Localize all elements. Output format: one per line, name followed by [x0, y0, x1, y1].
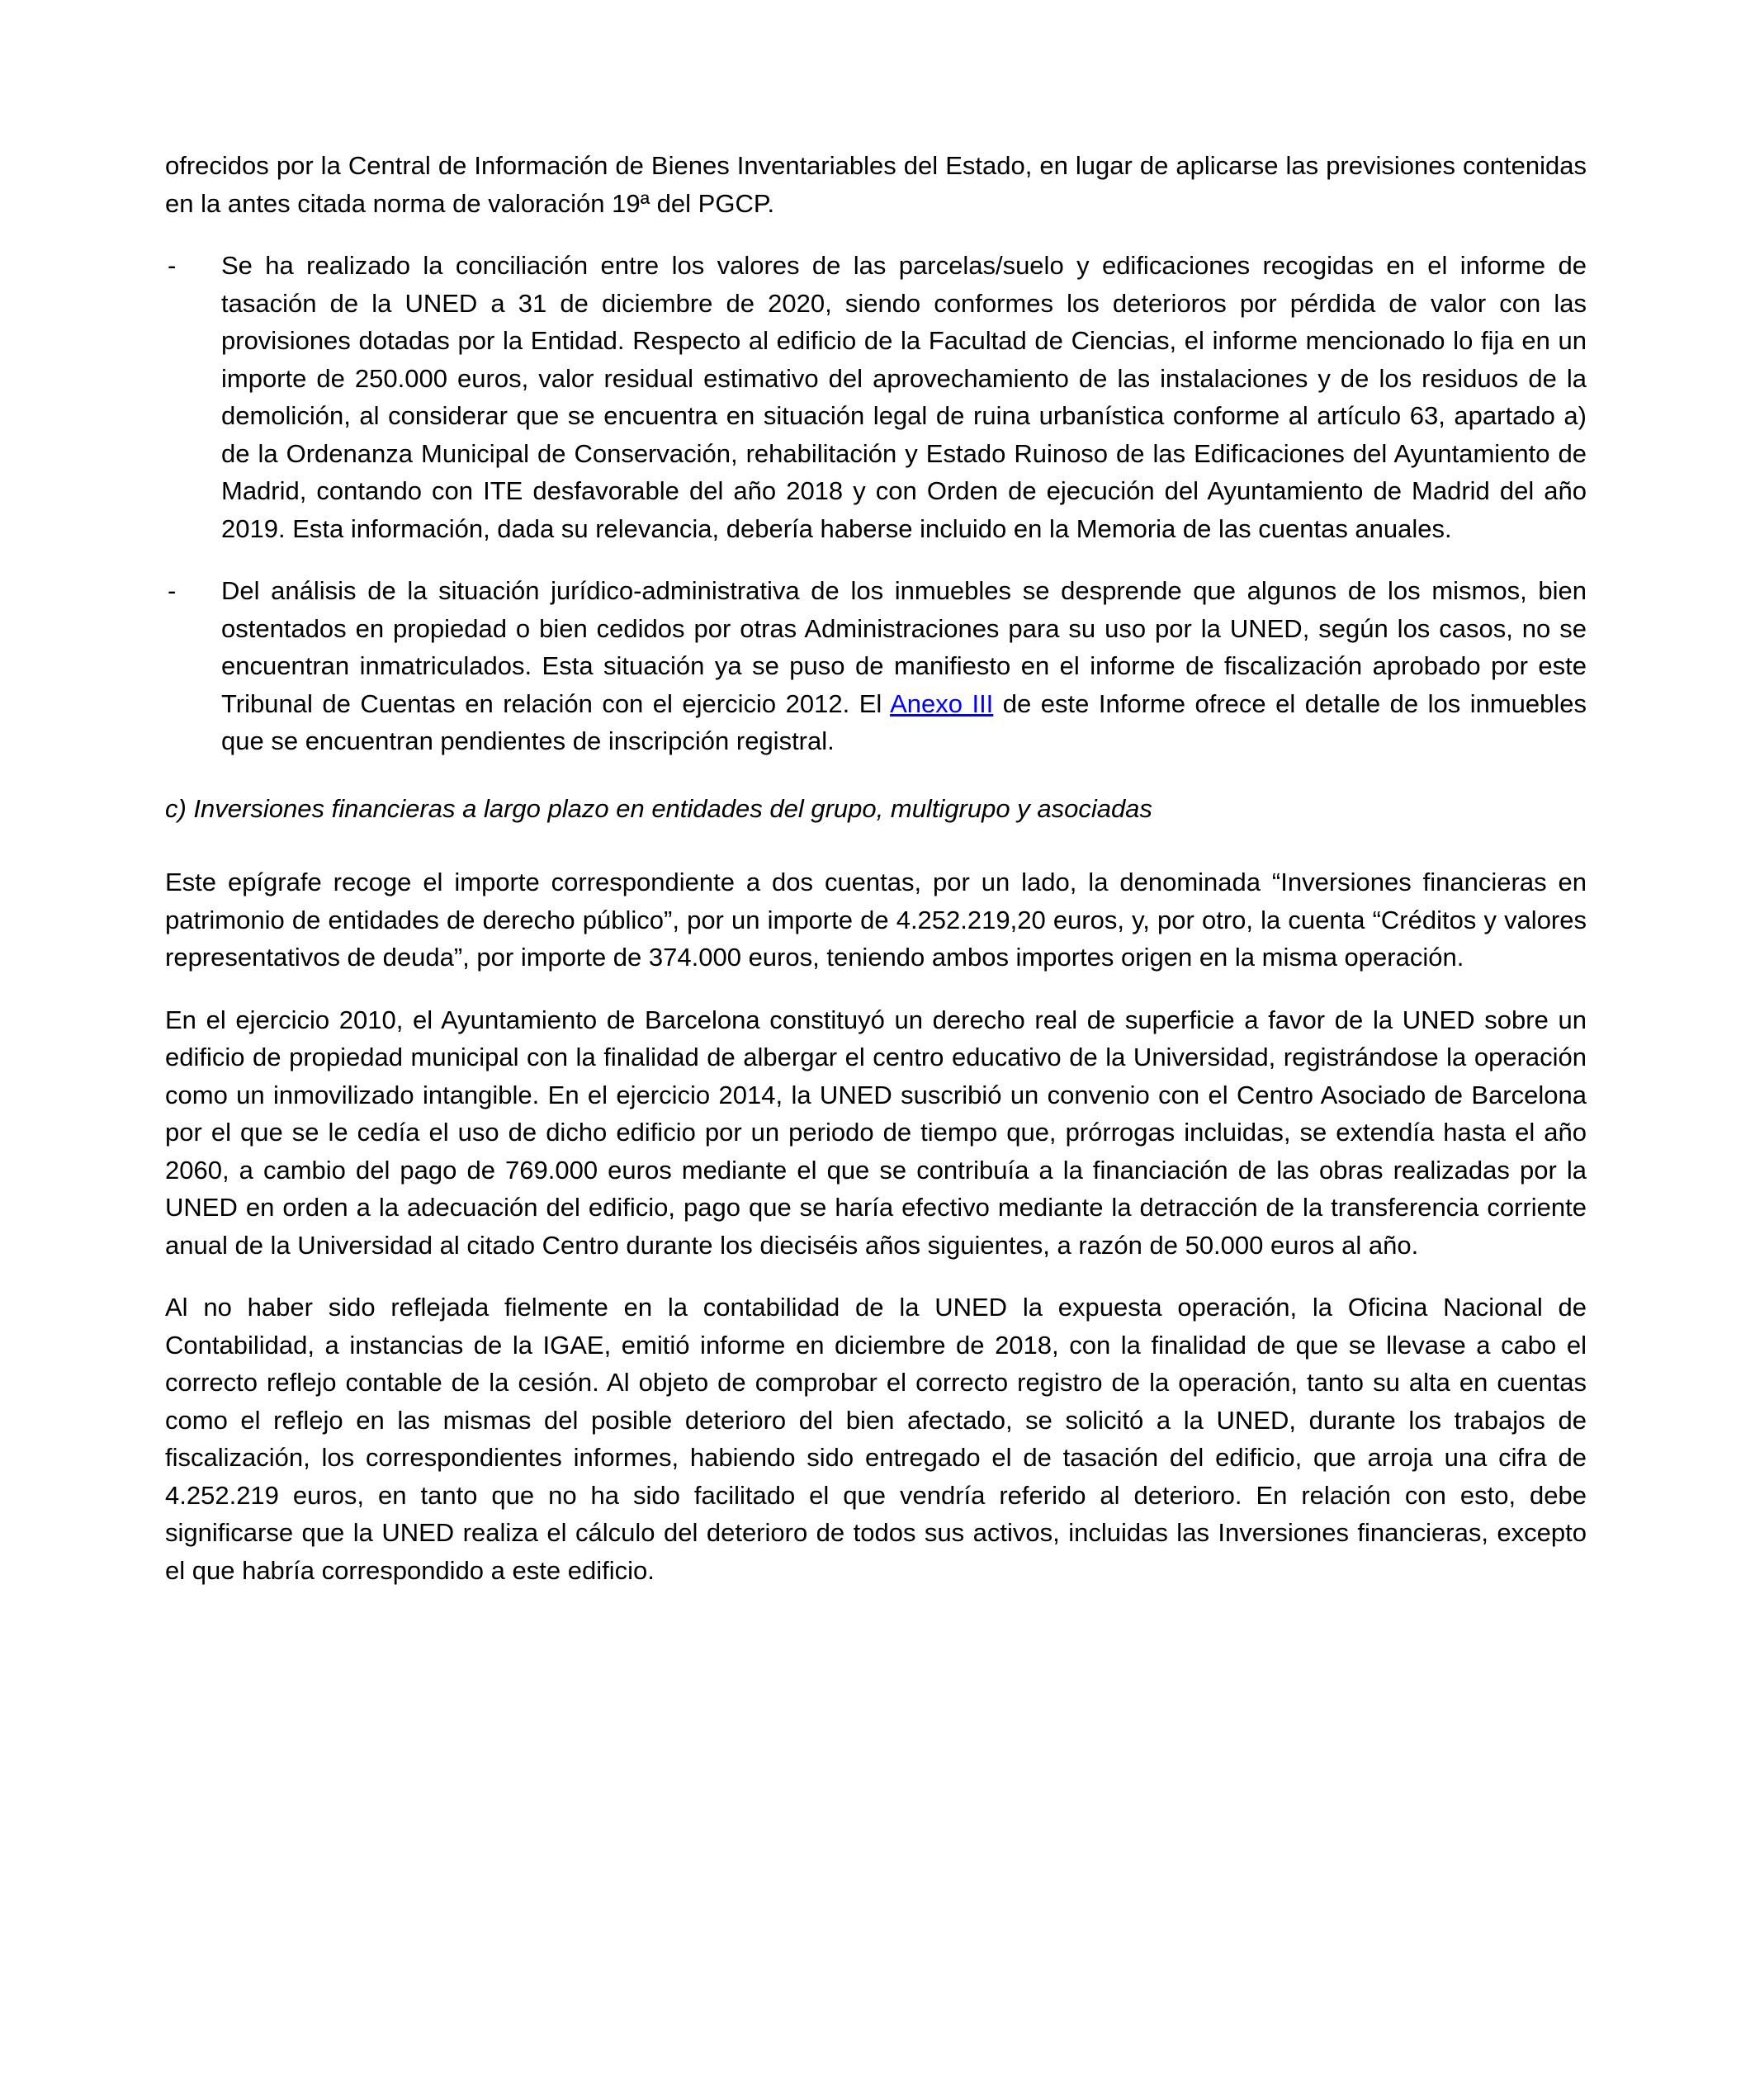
- bullet-marker: -: [168, 251, 177, 280]
- section-heading-text: c) Inversiones financieras a largo plazo en entidades del grupo, multigrupo y asociadas: [165, 793, 1152, 823]
- section-heading-c: [165, 790, 1587, 828]
- paragraph-text: ofrecidos por la Central de Información de Bienes Inventariables del Estado, en lugar de aplicarse las previsiones contenidas en la antes citada norma de valoración 19ª del PGCP.: [165, 151, 1587, 218]
- bullet-item-conciliacion: [165, 247, 1587, 547]
- paragraph-text: Al no haber sido reflejada fielmente en la contabilidad de la UNED la expuesta operación, la Oficina Nacional de Contabilidad, a instancias de la IGAE, emitió informe en diciembre de 2018, con la finalidad de que se llevase a cabo el correcto reflejo contable de la cesión. Al objeto de comprobar el correcto registro de la operación, tanto su alta en cuentas como el reflejo en las mismas del posible deterioro del bien afectado, se solicitó a la UNED, durante los trabajos de fiscalización, los correspondientes informes, habiendo sido entregado el de tasación del edificio, que arroja una cifra de 4.252.219 euros, en tanto que no ha sido facilitado el que vendría referido al deterioro. En relación con esto, debe significarse que la UNED realiza el cálculo del deterioro de todos sus activos, incluidas las Inversiones financieras, excepto el que habría correspondido a este edificio.: [165, 1293, 1587, 1585]
- paragraph-text: Este epígrafe recoge el importe correspondiente a dos cuentas, por un lado, la denominada “Inversiones financieras en patrimonio de entidades de derecho público”, por un importe de 4.252.219,20 euros, y, por otro, la cuenta “Créditos y valores representativos de deuda”, por importe de 374.000 euros, teniendo ambos importes origen en la misma operación.: [165, 868, 1587, 972]
- document-content: [165, 147, 1587, 1614]
- bullet-text: Se ha realizado la conciliación entre los valores de las parcelas/suelo y edificaciones recogidas en el informe de tasación de la UNED a 31 de diciembre de 2020, siendo conformes los deterioros por pérdida de valor con las provisiones dotadas por la Entidad. Respecto al edificio de la Facultad de Ciencias, el informe mencionado lo fija en un importe de 250.000 euros, valor residual estimativo del aprovechamiento de las instalaciones y de los residuos de la demolición, al considerar que se encuentra en situación legal de ruina urbanística conforme al artículo 63, apartado a) de la Ordenanza Municipal de Conservación, rehabilitación y Estado Ruinoso de las Edificaciones del Ayuntamiento de Madrid, contando con ITE desfavorable del año 2018 y con Orden de ejecución del Ayuntamiento de Madrid del año 2019. Esta información, dada su relevancia, debería haberse incluido en la Memoria de las cuentas anuales.: [221, 251, 1587, 543]
- paragraph-epigrafe: [165, 863, 1587, 977]
- opening-paragraph: [165, 147, 1587, 222]
- bullet-item-inmuebles: [165, 572, 1587, 760]
- bullet-text: de este Informe ofrece el detalle de los inmuebles que se encuentran pendientes de inscripción registral.: [221, 688, 1587, 755]
- paragraph-text: En el ejercicio 2010, el Ayuntamiento de Barcelona constituyó un derecho real de superficie a favor de la UNED sobre un edificio de propiedad municipal con la finalidad de albergar el centro educativo de la Universidad, registrándose la operación como un inmovilizado intangible. En el ejercicio 2014, la UNED suscribió un convenio con el Centro Asociado de Barcelona por el que se le cedía el uso de dicho edificio por un periodo de tiempo que, prórrogas incluidas, se extendía hasta el año 2060, a cambio del pago de 769.000 euros mediante el que se contribuía a la financiación de las obras realizadas por la UNED en orden a la adecuación del edificio, pago que se haría efectivo mediante la detracción de la transferencia corriente anual de la Universidad al citado Centro durante los dieciséis años siguientes, a razón de 50.000 euros al año.: [165, 1005, 1587, 1260]
- paragraph-oficina-contabilidad: [165, 1289, 1587, 1589]
- paragraph-ejercicio-2010: [165, 1001, 1587, 1265]
- bullet-marker: -: [168, 576, 177, 605]
- bullet-text: Del análisis de la situación jurídico-administrativa de los inmuebles se desprende que algunos de los mismos, bien ostentados en propiedad o bien cedidos por otras Administraciones para su uso por la UNED, según los casos, no se encuentran inmatriculados. Esta situación ya se puso de manifiesto en el informe de fiscalización aprobado por este Tribunal de Cuentas en relación con el ejercicio 2012. El: [221, 576, 1587, 718]
- anexo-iii-link[interactable]: Anexo III: [890, 688, 994, 718]
